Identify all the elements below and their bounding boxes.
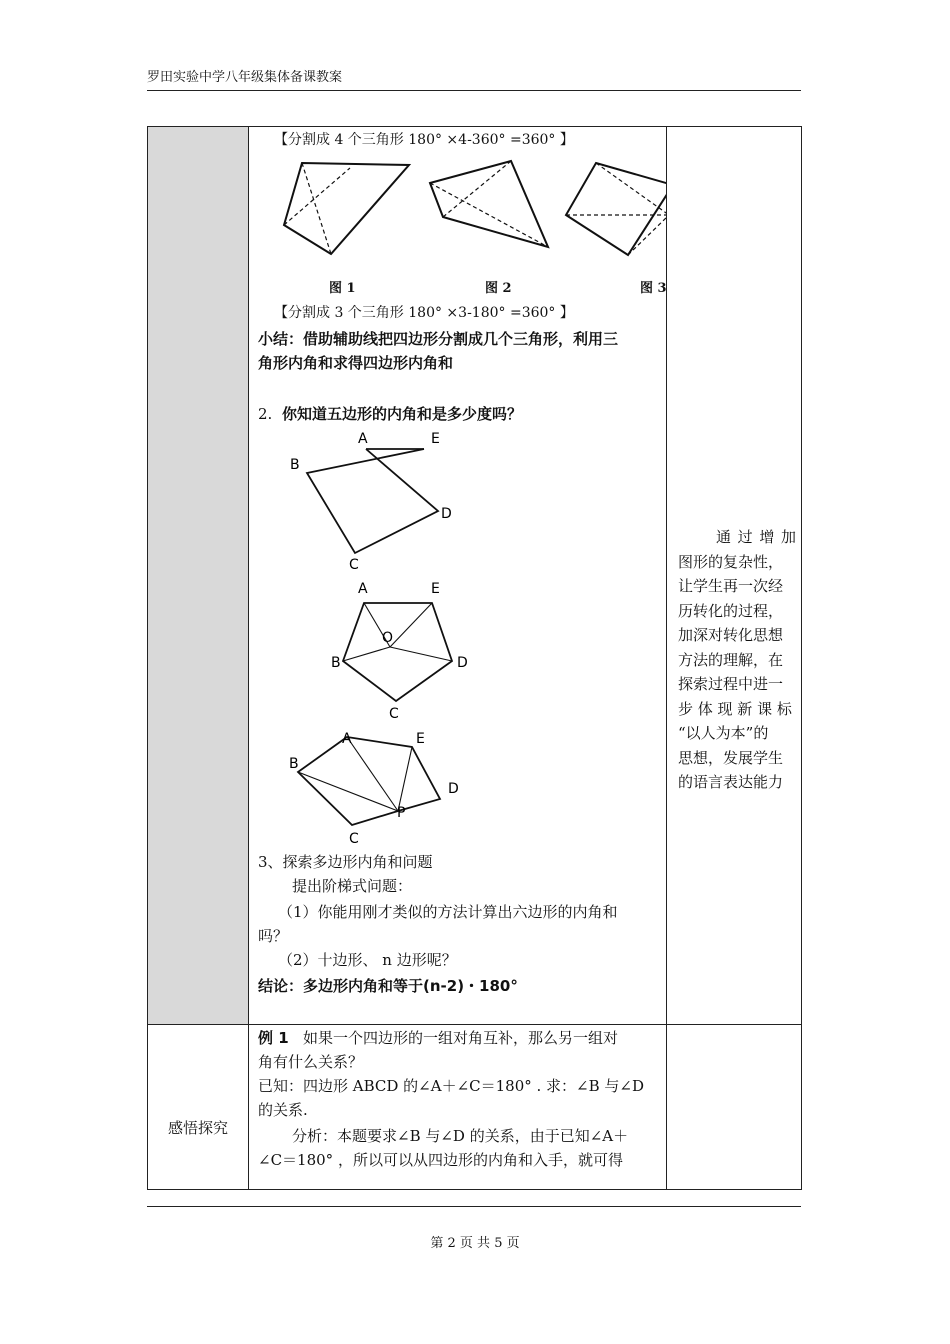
note-line: 让学生再一次经 — [678, 577, 784, 595]
lesson-table — [147, 126, 802, 1190]
figure-2-quadrilateral — [430, 161, 548, 247]
pentagon-figure-3 — [278, 725, 478, 855]
p1-label-b: B — [290, 457, 300, 473]
p1-label-a: A — [358, 431, 368, 447]
note-line: 方法的理解，在 — [678, 650, 784, 669]
summary-line-1: 小结：借助辅助线把四边形分割成几个三角形，利用三 — [258, 330, 619, 348]
figure-3-quadrilateral — [566, 163, 673, 255]
p1-label-d: D — [441, 506, 452, 522]
p2-label-o: O — [382, 630, 394, 646]
note-line: 图形的复杂性， — [678, 552, 784, 571]
pentagon-figure-2 — [328, 577, 528, 722]
note-line: “以人为本”的 — [678, 724, 769, 742]
note-line: 探索过程中进一 — [678, 675, 784, 693]
footer-rule — [147, 1206, 801, 1207]
p2-label-a: A — [358, 581, 368, 597]
p2-label-d: D — [457, 655, 468, 671]
figure-2-caption: 图 2 — [485, 281, 512, 296]
split-into-four-text: 【分割成 4 个三角形 180° ×4-360° =360° 】 — [274, 132, 574, 148]
section-label-ganwu-tanjiu: 感悟探究 — [167, 1119, 228, 1137]
p3-label-c: C — [349, 831, 359, 847]
pentagon-figure-1 — [278, 427, 478, 573]
given-line-2: 的关系. — [258, 1101, 308, 1119]
p1-label-e: E — [431, 431, 440, 447]
split-into-three-text: 【分割成 3 个三角形 180° ×3-180° =360° 】 — [274, 305, 574, 321]
p3-label-a: A — [342, 731, 352, 747]
section-3-question-1-line-2: 吗？ — [258, 927, 289, 945]
p3-hexagon — [298, 737, 440, 825]
teaching-note — [678, 525, 796, 795]
question-2-text: 你知道五边形的内角和是多少度吗？ — [282, 405, 523, 423]
page-header: 罗田实验中学八年级集体备课教案 — [147, 70, 343, 85]
p3-label-p: P — [397, 805, 406, 821]
p3-label-b: B — [289, 756, 299, 772]
analysis-line-1: 分析：本题要求∠B 与∠D 的关系，由于已知∠A＋ — [292, 1127, 629, 1145]
example-text-1: 如果一个四边形的一组对角互补，那么另一组对 — [302, 1029, 618, 1047]
example-line-1 — [258, 1027, 618, 1049]
question-2-number: 2. — [258, 405, 273, 423]
p2-pentagon — [343, 603, 452, 701]
note-line: 历转化的过程， — [678, 601, 784, 620]
page-footer: 第 2 页 共 5 页 — [430, 1236, 520, 1251]
note-line: 思想，发展学生 — [678, 748, 784, 767]
p2-label-b: B — [331, 655, 341, 671]
example-title: 例 1 — [258, 1029, 289, 1047]
figure-1-caption: 图 1 — [329, 281, 356, 296]
note-line: 加深对转化思想 — [678, 626, 784, 644]
section-3-intro: 提出阶梯式问题： — [292, 877, 413, 895]
row-divider — [148, 1024, 801, 1025]
section-3-question-1-line-1: （1）你能用刚才类似的方法计算出六边形的内角和 — [278, 903, 618, 921]
p3-label-d: D — [448, 781, 459, 797]
p1-label-c: C — [349, 557, 359, 573]
analysis-line-2: ∠C＝180° ，所以可以从四边形的内角和入手，就可得 — [258, 1151, 623, 1169]
p2-label-c: C — [389, 706, 399, 722]
p3-label-e: E — [416, 731, 425, 747]
section-3-title: 3、探索多边形内角和问题 — [258, 853, 433, 871]
section-label-cell — [148, 127, 248, 1024]
header-rule — [147, 90, 801, 91]
figure-3-caption: 图 3 — [640, 281, 667, 296]
summary-line-2: 角形内角和求得四边形内角和 — [258, 354, 454, 372]
note-line: 的语言表达能力 — [678, 773, 784, 791]
p2-label-e: E — [431, 581, 440, 597]
conclusion-text: 结论：多边形内角和等于(n-2)・180° — [258, 977, 518, 995]
example-line-2: 角有什么关系？ — [258, 1053, 364, 1071]
note-line: 步 体 现 新 课 标 — [678, 699, 792, 718]
column-divider-1 — [248, 127, 249, 1189]
section-3-question-2: （2）十边形、 n 边形呢？ — [278, 951, 457, 969]
given-line-1: 已知：四边形 ABCD 的∠A＋∠C＝180° . 求：∠B 与∠D — [258, 1077, 645, 1095]
quadrilateral-figures — [248, 155, 668, 275]
note-line: 通 过 增 加 — [716, 528, 796, 546]
